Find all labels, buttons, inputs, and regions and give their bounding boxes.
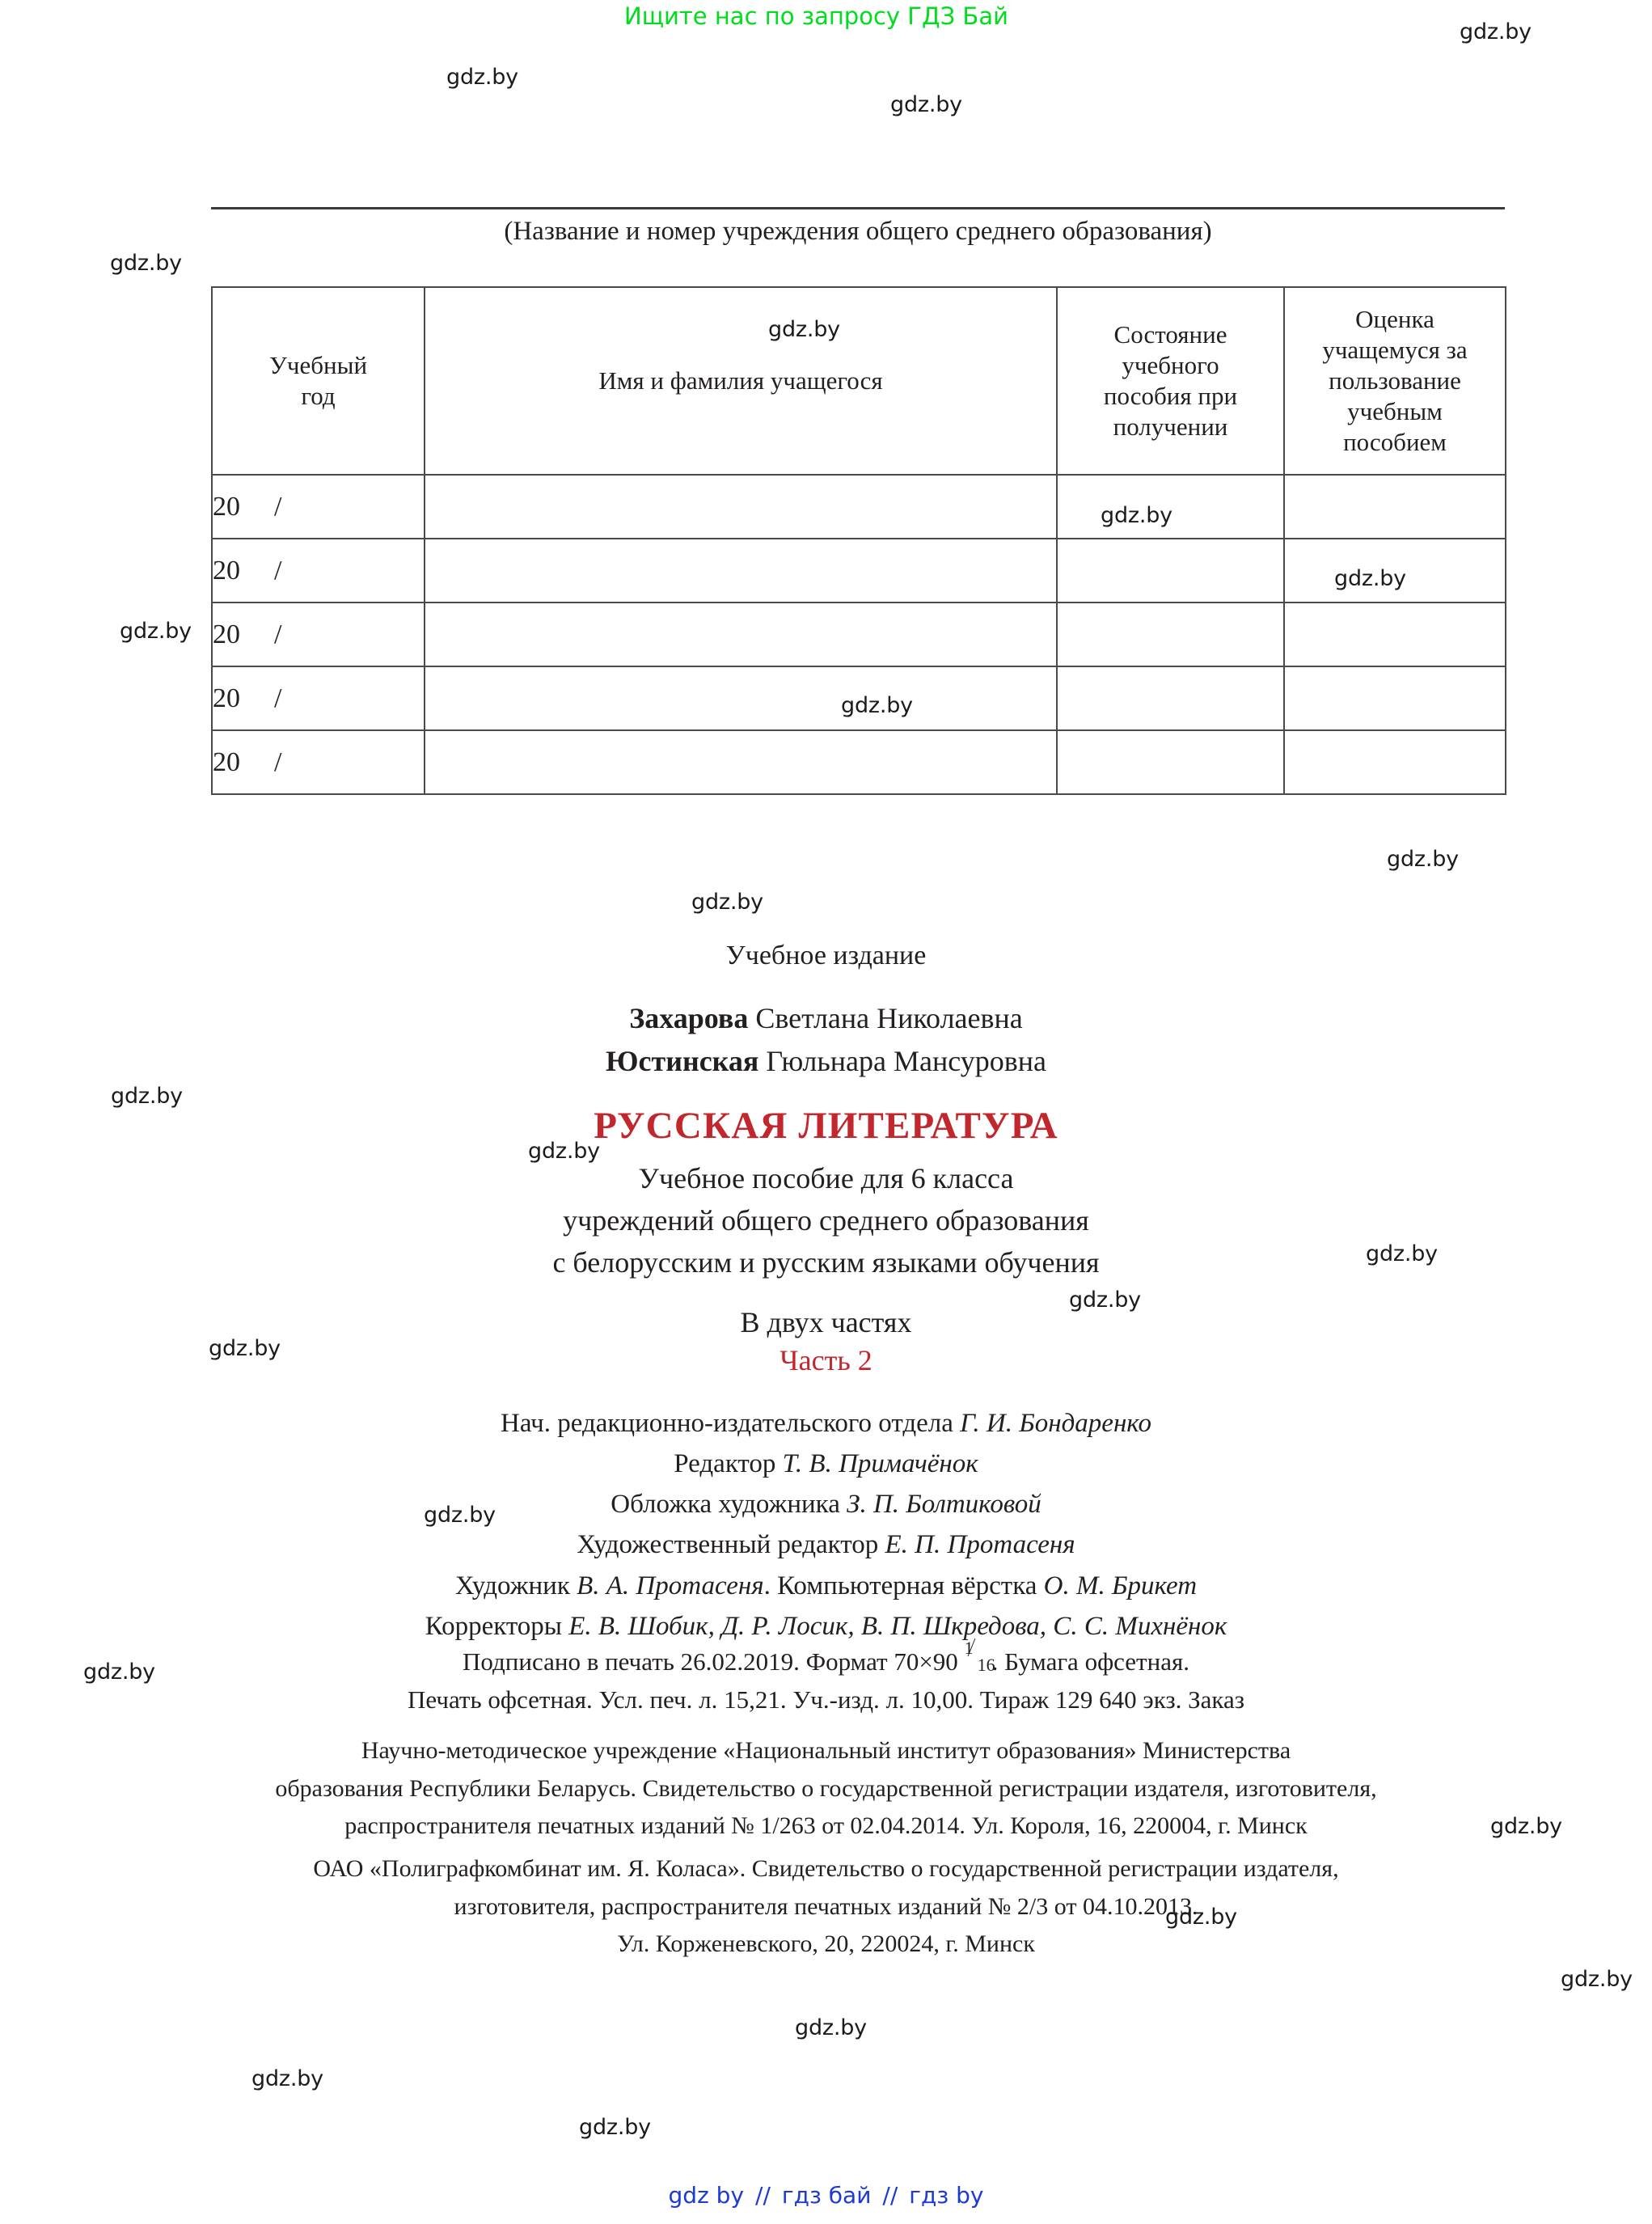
year-prefix: 20 bbox=[213, 555, 240, 586]
authors-block bbox=[0, 997, 1652, 1083]
th-year-line2: год bbox=[301, 382, 336, 410]
credit-role: Нач. редакционно-издательского отдела bbox=[500, 1409, 961, 1438]
watermark: gdz.by bbox=[841, 693, 913, 718]
year-prefix: 20 bbox=[213, 746, 240, 777]
footer-link-gdz-by-cyr[interactable]: гдз by bbox=[909, 2182, 984, 2209]
table-row bbox=[212, 666, 1506, 730]
footer-separator: // bbox=[755, 2182, 771, 2209]
th-year-line1: Учебный bbox=[268, 351, 368, 380]
th-mark-line2: учащемуся за bbox=[1322, 336, 1468, 365]
credit-person: В. А. Протасеня bbox=[577, 1571, 764, 1600]
print-line-2: Печать офсетная. Усл. печ. л. 15,21. Уч.-изд. л. 10,00. Тираж 129 640 экз. Заказ bbox=[408, 1685, 1244, 1715]
watermark: gdz.by bbox=[890, 92, 962, 117]
credit-line bbox=[0, 1403, 1652, 1444]
watermark: gdz.by bbox=[1165, 1905, 1237, 1930]
credit-role: Корректоры bbox=[425, 1611, 569, 1641]
cell-mark[interactable] bbox=[1284, 666, 1506, 730]
author-2-lastname: Юстинская bbox=[606, 1044, 759, 1077]
watermark: gdz.by bbox=[1334, 566, 1406, 591]
subtitle-line-2: учреждений общего среднего образования bbox=[563, 1203, 1089, 1237]
paper-type: . Бумага офсетная. bbox=[991, 1647, 1189, 1676]
edition-label: Учебное издание bbox=[725, 941, 927, 970]
watermark: gdz.by bbox=[83, 1660, 155, 1685]
cell-year[interactable] bbox=[212, 730, 425, 794]
cell-mark[interactable] bbox=[1284, 539, 1506, 603]
caption-rule bbox=[211, 207, 1505, 209]
watermark: gdz.by bbox=[1490, 1814, 1562, 1839]
ownership-table-wrapper bbox=[211, 286, 1505, 795]
watermark: gdz.by bbox=[1460, 19, 1532, 44]
credits-block bbox=[0, 1403, 1652, 1647]
cell-condition[interactable] bbox=[1057, 603, 1284, 666]
th-academic-year bbox=[212, 287, 425, 475]
promo-banner bbox=[0, 2, 1652, 30]
publisher-printer-line-1: ОАО «Полиграфкомбинат им. Я. Коласа». Свидетельство о государственной регистрации издателя, bbox=[313, 1855, 1339, 1882]
print-line-1 bbox=[0, 1638, 1652, 1681]
footer-link-gdz-bai[interactable]: гдз бай bbox=[781, 2182, 872, 2209]
footer-separator: // bbox=[882, 2182, 898, 2209]
watermark: gdz.by bbox=[1366, 1241, 1438, 1266]
parts-label: В двух частях bbox=[740, 1306, 912, 1338]
watermark: gdz.by bbox=[691, 890, 763, 915]
credit-role: . Компьютерная вёрстка bbox=[763, 1571, 1044, 1600]
publisher-primary-line-3: распространителя печатных изданий № 1/263 от 02.04.2014. Ул. Короля, 16, 220004, г. Минск bbox=[344, 1812, 1308, 1839]
watermark: gdz.by bbox=[768, 317, 840, 342]
year-slash: / bbox=[274, 683, 282, 713]
credit-line bbox=[0, 1484, 1652, 1524]
author-2-given: Гюльнара Мансуровна bbox=[758, 1044, 1046, 1077]
format-fraction bbox=[964, 1638, 995, 1675]
author-1 bbox=[0, 997, 1652, 1040]
table-header-row bbox=[212, 287, 1506, 475]
watermark: gdz.by bbox=[424, 1503, 496, 1528]
cell-mark[interactable] bbox=[1284, 475, 1506, 539]
year-slash: / bbox=[274, 746, 282, 777]
year-slash: / bbox=[274, 619, 282, 649]
footer-link-gdz-by[interactable]: gdz by bbox=[668, 2182, 745, 2209]
watermark: gdz.by bbox=[528, 1139, 600, 1164]
promo-text: Ищите нас по запросу ГДЗ Бай bbox=[624, 2, 1008, 30]
th-state-line3: пособия при bbox=[1103, 382, 1238, 410]
th-mark-line1: Оценка bbox=[1355, 305, 1434, 334]
credit-person: О. М. Брикет bbox=[1043, 1571, 1198, 1600]
cell-student-name[interactable] bbox=[425, 730, 1057, 794]
watermark: gdz.by bbox=[110, 251, 182, 276]
th-state-line2: учебного bbox=[1122, 351, 1219, 380]
credit-line bbox=[0, 1524, 1652, 1565]
th-student-name: Имя и фамилия учащегося bbox=[425, 287, 1057, 475]
cell-condition[interactable] bbox=[1057, 666, 1284, 730]
publisher-printer-line-2: изготовителя, распространителя печатных изданий № 2/3 от 04.10.2013. bbox=[454, 1892, 1198, 1920]
author-2 bbox=[0, 1040, 1652, 1083]
cell-year[interactable] bbox=[212, 475, 425, 539]
year-slash: / bbox=[274, 491, 282, 522]
watermark: gdz.by bbox=[111, 1084, 183, 1109]
fraction-denominator: 16 bbox=[977, 1655, 995, 1675]
credit-person: З. П. Болтиковой bbox=[847, 1490, 1041, 1520]
subtitle-line-1: Учебное пособие для 6 класса bbox=[638, 1162, 1014, 1194]
part-number: Часть 2 bbox=[780, 1344, 872, 1376]
watermark: gdz.by bbox=[120, 619, 192, 644]
form-caption: (Название и номер учреждения общего среднего образования) bbox=[504, 217, 1212, 246]
publisher-primary-line-2: образования Республики Беларусь. Свидетельство о государственной регистрации издателя, изготовителя, bbox=[275, 1774, 1377, 1802]
credit-person: Г. И. Бондаренко bbox=[960, 1409, 1151, 1438]
watermark: gdz.by bbox=[1101, 503, 1172, 528]
th-book-condition bbox=[1057, 287, 1284, 475]
watermark: gdz.by bbox=[795, 2015, 867, 2040]
cell-condition[interactable] bbox=[1057, 475, 1284, 539]
credit-line bbox=[0, 1444, 1652, 1484]
table-row bbox=[212, 603, 1506, 666]
year-slash: / bbox=[274, 555, 282, 586]
print-info-block bbox=[0, 1638, 1652, 1719]
author-1-lastname: Захарова bbox=[629, 1002, 749, 1034]
watermark: gdz.by bbox=[446, 65, 518, 90]
credit-person: Е. П. Протасеня bbox=[885, 1530, 1075, 1560]
credit-line bbox=[0, 1566, 1652, 1606]
table-body bbox=[212, 475, 1506, 794]
year-prefix: 20 bbox=[213, 491, 240, 522]
cell-mark[interactable] bbox=[1284, 603, 1506, 666]
publisher-printer-line-3: Ул. Корженевского, 20, 220024, г. Минск bbox=[617, 1930, 1035, 1957]
watermark: gdz.by bbox=[1387, 847, 1459, 872]
watermark: gdz.by bbox=[251, 2066, 323, 2091]
table-row bbox=[212, 730, 1506, 794]
credit-person: Т. В. Примачёнок bbox=[782, 1449, 978, 1479]
watermark: gdz.by bbox=[1069, 1287, 1141, 1313]
publisher-primary-line-1: Научно-методическое учреждение «Национальный институт образования» Министерства bbox=[361, 1737, 1291, 1764]
cell-condition[interactable] bbox=[1057, 539, 1284, 603]
th-mark-line4: учебным bbox=[1347, 396, 1443, 425]
table-row bbox=[212, 475, 1506, 539]
book-title: РУССКАЯ ЛИТЕРАТУРА bbox=[594, 1105, 1058, 1147]
cell-student-name[interactable] bbox=[425, 475, 1057, 539]
cell-student-name[interactable] bbox=[425, 666, 1057, 730]
credit-role: Обложка художника bbox=[611, 1490, 847, 1520]
footer-links bbox=[0, 2182, 1652, 2209]
th-mark-line3: пользование bbox=[1329, 366, 1461, 395]
book-subtitle bbox=[0, 1158, 1652, 1283]
cell-year[interactable] bbox=[212, 539, 425, 603]
credit-role: Редактор bbox=[674, 1449, 783, 1479]
year-prefix: 20 bbox=[213, 619, 240, 649]
th-state-line1: Состояние bbox=[1113, 320, 1227, 349]
cell-year[interactable] bbox=[212, 603, 425, 666]
credit-person: Е. В. Шобик, Д. Р. Лосик, В. П. Шкредова, С. С. Михнёнок bbox=[568, 1611, 1227, 1641]
credit-role: Художник bbox=[454, 1571, 577, 1600]
author-1-given: Светлана Николаевна bbox=[748, 1002, 1023, 1034]
year-prefix: 20 bbox=[213, 683, 240, 713]
ownership-table bbox=[211, 286, 1506, 795]
credit-line bbox=[0, 1606, 1652, 1647]
watermark: gdz.by bbox=[1561, 1967, 1633, 1992]
publisher-printer bbox=[0, 1850, 1652, 1964]
th-student-mark bbox=[1284, 287, 1506, 475]
publisher-primary bbox=[0, 1732, 1652, 1846]
watermark: gdz.by bbox=[209, 1336, 281, 1361]
th-state-line4: получении bbox=[1113, 412, 1228, 441]
credit-role: Художественный редактор bbox=[577, 1530, 885, 1560]
th-mark-line5: пособием bbox=[1343, 427, 1447, 456]
cell-student-name[interactable] bbox=[425, 539, 1057, 603]
table-row bbox=[212, 539, 1506, 603]
print-date-format: Подписано в печать 26.02.2019. Формат 70×90 bbox=[463, 1647, 965, 1676]
cell-condition[interactable] bbox=[1057, 730, 1284, 794]
cell-mark[interactable] bbox=[1284, 730, 1506, 794]
fraction-numerator: 1 bbox=[964, 1638, 974, 1658]
watermark: gdz.by bbox=[579, 2115, 651, 2140]
subtitle-line-3: с белорусским и русским языками обучения bbox=[552, 1245, 1100, 1279]
cell-year[interactable] bbox=[212, 666, 425, 730]
cell-student-name[interactable] bbox=[425, 603, 1057, 666]
